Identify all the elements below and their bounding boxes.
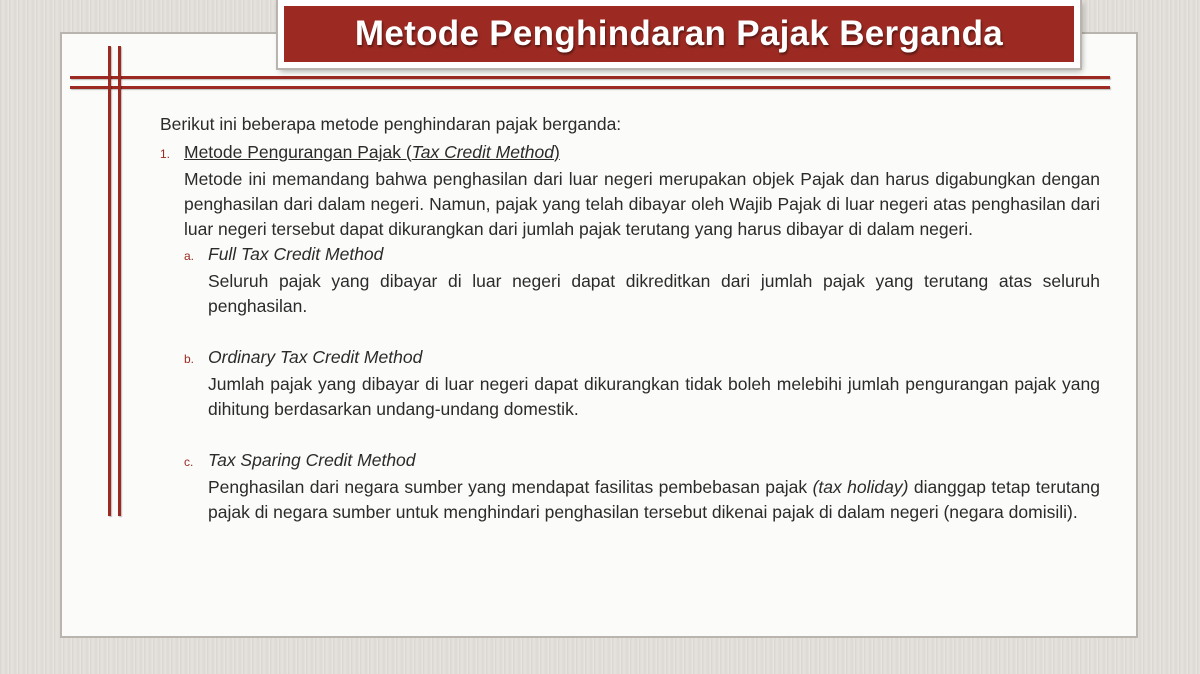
list-number: 1.	[160, 147, 171, 161]
decorative-vertical-line-left	[108, 46, 111, 516]
slide-title-banner	[278, 0, 1080, 68]
description-part: dianggap tetap terutang pajak di negara sumber untuk menghindari penghasilan tersebut dikenai pajak di dalam negeri (negara domisili).	[208, 477, 1100, 522]
sub-item-letter: c.	[184, 455, 194, 469]
list-item-1-description: Metode ini memandang bahwa penghasilan dari luar negeri merupakan objek Pajak dan harus digabungkan dengan penghasilan dari dalam negeri. Namun, pajak yang telah dibayar oleh Wajib Pajak di luar negeri atas penghasilan dari luar negeri tersebut dapat dikurangkan dari jumlah pajak terutang yang harus dibayar di dalam negeri.	[184, 169, 1100, 239]
sub-item-description	[208, 475, 1100, 525]
sub-item-c	[184, 448, 1100, 525]
sub-item-a-heading	[184, 242, 1100, 269]
slide-content	[160, 112, 1100, 525]
sub-item-c-heading	[184, 448, 1100, 475]
decorative-horizontal-line-bottom	[70, 86, 1110, 89]
sub-item-a	[184, 242, 1100, 319]
list-item-1-heading	[160, 140, 1100, 167]
sub-item-letter: a.	[184, 249, 195, 263]
sub-item-b-heading	[184, 345, 1100, 372]
title-suffix: )	[554, 142, 560, 162]
sub-item-description: Jumlah pajak yang dibayar di luar negeri dapat dikurangkan tidak boleh melebihi jumlah pengurangan pajak yang dihitung berdasarkan undang-undang domestik.	[208, 374, 1100, 419]
decorative-horizontal-line-top	[70, 76, 1110, 79]
description-part: Penghasilan dari negara sumber yang mendapat fasilitas pembebasan pajak	[208, 477, 813, 497]
sub-item-b	[184, 345, 1100, 422]
intro-text: Berikut ini beberapa metode penghindaran pajak berganda:	[160, 114, 622, 134]
decorative-vertical-line-right	[118, 46, 121, 516]
title-prefix: Metode Pengurangan Pajak (	[184, 142, 412, 162]
slide-title: Metode Penghindaran Pajak Berganda	[354, 14, 1004, 53]
sub-item-title: Full Tax Credit Method	[208, 244, 384, 264]
sub-item-title: Ordinary Tax Credit Method	[208, 347, 423, 367]
list-item-1-title	[184, 140, 560, 167]
sub-item-letter: b.	[184, 352, 195, 366]
sub-item-title: Tax Sparing Credit Method	[208, 450, 416, 470]
sub-item-description: Seluruh pajak yang dibayar di luar negeri dapat dikreditkan dari jumlah pajak yang terutang atas seluruh penghasilan.	[208, 271, 1100, 316]
title-italic: Tax Credit Method	[411, 142, 554, 162]
description-italic: (tax holiday)	[812, 477, 909, 497]
